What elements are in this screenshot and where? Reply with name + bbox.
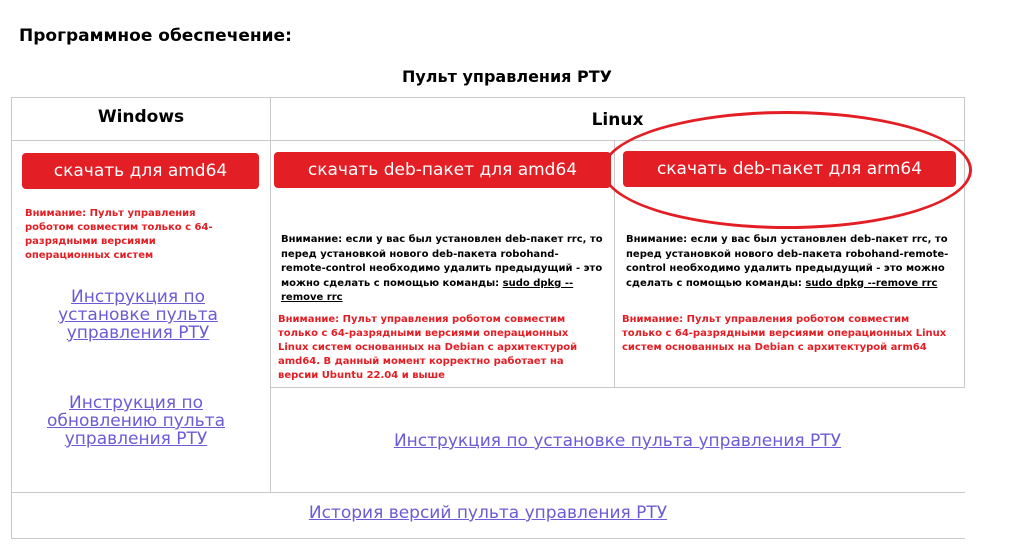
version-history-link[interactable]: История версий пульта управления РТУ (308, 503, 668, 523)
table-title: Пульт управления РТУ (401, 67, 612, 86)
linux-header: Linux (591, 110, 644, 130)
windows-compat-warning: Внимание: Пульт управления роботом совместим только с 64-разрядными версиями операционных систем (25, 208, 213, 261)
table-border-bottom (11, 538, 965, 539)
linux-arm64-note-text: Внимание: если у вас был установлен deb-пакет rrc, то перед установкой нового deb-пакета robohand-remote-control необходимо удалить предыдущий - это можно сделать с помощью команды: (626, 234, 949, 289)
download-windows-amd64-button[interactable]: скачать для amd64 (22, 153, 259, 189)
table-border-top (11, 97, 965, 98)
table-border-left (11, 97, 12, 539)
linux-amd64-note-text: Внимание: если у вас был установлен deb-пакет rrc, то перед установкой нового deb-пакета robohand-remote-control необходимо удалить предыдущий - это можно сделать с помощью команды: (281, 234, 603, 289)
linux-install-guide-link[interactable]: Инструкция по установке пульта управления РТУ (393, 431, 842, 451)
header-divider (11, 140, 965, 141)
linux-amd64-reinstall-note (281, 233, 603, 306)
linux-rows-divider (271, 387, 965, 388)
windows-update-guide-link[interactable]: Инструкция по обновлению пульта управления РТУ (46, 393, 225, 449)
windows-install-guide-link[interactable]: Инструкция по установке пульта управления РТУ (58, 287, 218, 343)
linux-arm64-compat-warning: Внимание: Пульт управления роботом совместим только с 64-разрядными версиями операционных Linux систем основанных на Debian с архитектурой arm64 (622, 314, 947, 353)
linux-arm64-reinstall-note (626, 233, 954, 291)
windows-header: Windows (97, 107, 185, 127)
linux-amd64-remove-command: sudo dpkg --remove rrc (281, 277, 574, 303)
history-row-divider (11, 492, 965, 493)
linux-arch-divider (614, 140, 615, 388)
linux-arm64-remove-command: sudo dpkg --remove rrc (805, 277, 938, 289)
section-title: Программное обеспечение: (19, 26, 292, 46)
linux-amd64-compat-warning: Внимание: Пульт управления роботом совместим только с 64-разрядными версиями операционных Linux систем основанных на Debian с архитектурой amd64. В данный момент корректно работает на версии Ubuntu 22.04 и выше (278, 314, 578, 381)
download-linux-deb-amd64-button[interactable]: скачать deb-пакет для amd64 (274, 152, 611, 188)
download-linux-deb-arm64-button[interactable]: скачать deb-пакет для arm64 (623, 151, 956, 187)
